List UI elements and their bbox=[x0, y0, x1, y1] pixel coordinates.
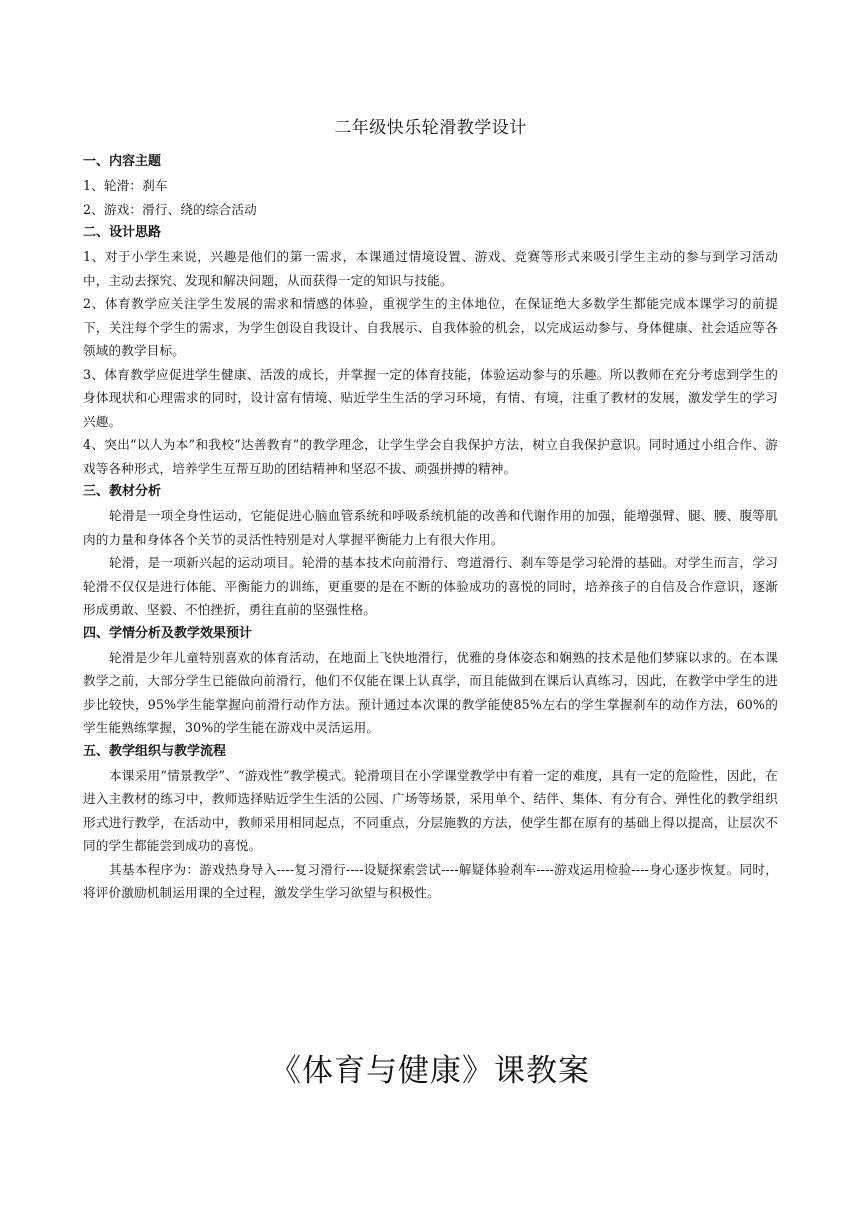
lesson-plan-title: 《体育与健康》课教案 bbox=[270, 1053, 590, 1089]
section-material-analysis bbox=[83, 480, 778, 622]
paragraph: 轮滑，是一项新兴起的运动项目。轮滑的基本技术向前滑行、弯道滑行、刹车等是学习轮滑的基础。对学生而言，学习轮滑不仅仅是进行体能、平衡能力的训练，更重要的是在不断的体验成功的喜悦的同时，培养孩子的自信及合作意识，逐渐形成勇敢、坚毅、不怕挫折，勇往直前的坚强性格。 bbox=[83, 555, 778, 617]
section-design-idea bbox=[83, 221, 778, 480]
section-heading: 三、教材分析 bbox=[83, 484, 162, 499]
section-heading: 一、内容主题 bbox=[83, 154, 162, 169]
section-teaching-process bbox=[83, 740, 778, 905]
document-body bbox=[83, 114, 778, 905]
section-heading: 五、教学组织与教学流程 bbox=[83, 743, 227, 759]
document-title: 二年级快乐轮滑教学设计 bbox=[334, 118, 527, 138]
paragraph: 轮滑是一项全身性运动，它能促进心脑血管系统和呼吸系统机能的改善和代谢作用的加强，能增强臂、腿、腰、腹等肌肉的力量和身体各个关节的灵活性特别是对人掌握平衡能力上有很大作用。 bbox=[83, 508, 778, 547]
section-heading: 二、设计思路 bbox=[83, 225, 162, 240]
paragraph: 本课采用“情景教学”、“游戏性”教学模式。轮滑项目在小学课堂教学中有着一定的难度，具有一定的危险性，因此，在进入主教材的练习中，教师选择贴近学生生活的公园、广场等场景，采用单个、结伴、集体、有分有合、弹性化的教学组织形式进行教学，在活动中，教师采用相同起点，不同重点，分层施教的方法，使学生都在原有的基础上得以提高，让层次不同的学生都能尝到成功的喜悦。 bbox=[83, 767, 778, 853]
section-student-analysis bbox=[83, 622, 778, 740]
paragraph: 轮滑是少年儿童特别喜欢的体育活动，在地面上飞快地滑行，优雅的身体姿态和娴熟的技术是他们梦寐以求的。在本课教学之前，大部分学生已能做向前滑行，他们不仅能在课上认真学，而且能做到在课后认真练习，因此，在教学中学生的进步比较快，95%学生能掌握向前滑行动作方法。预计通过本次课的教学能使85%左右的学生掌握刹车的动作方法，60%的学生能熟练掌握，30%的学生能在游戏中灵活运用。 bbox=[83, 649, 778, 735]
paragraph: 2、体育教学应关注学生发展的需求和情感的体验，重视学生的主体地位，在保证绝大多数学生都能完成本课学习的前提下，关注每个学生的需求，为学生创设自我设计、自我展示、自我体验的机会，以完成运动参与、身体健康、社会适应等各领域的教学目标。 bbox=[83, 296, 778, 358]
section-content-theme bbox=[83, 150, 778, 221]
paragraph: 2、游戏：滑行、绕的综合活动 bbox=[83, 201, 257, 217]
paragraph: 1、对于小学生来说，兴趣是他们的第一需求，本课通过情境设置、游戏、竞赛等形式来吸引学生主动的参与到学习活动中，主动去探究、发现和解决问题，从而获得一定的知识与技能。 bbox=[83, 249, 778, 288]
paragraph: 1、轮滑：刹车 bbox=[83, 178, 168, 193]
paragraph: 其基本程序为：游戏热身导入----复习滑行----设疑探索尝试----解疑体验刹车----游戏运用检验----身心逐步恢复。同时，将评价激励机制运用课的全过程，激发学生学习欲望与积极性。 bbox=[83, 861, 778, 900]
paragraph: 3、体育教学应促进学生健康、活泼的成长，并掌握一定的体育技能，体验运动参与的乐趣。所以教师在充分考虑到学生的身体现状和心理需求的同时，设计富有情境、贴近学生生活的学习环境，有情、有境，注重了教材的发展，激发学生的学习兴趣。 bbox=[83, 366, 778, 429]
section-heading: 四、学情分析及教学效果预计 bbox=[83, 625, 253, 641]
paragraph: 4、突出“以人为本”和我校“达善教育”的教学理念，让学生学会自我保护方法，树立自我保护意识。同时通过小组合作、游戏等各种形式，培养学生互帮互助的团结精神和坚忍不拔、顽强拼搏的精神。 bbox=[83, 437, 778, 476]
